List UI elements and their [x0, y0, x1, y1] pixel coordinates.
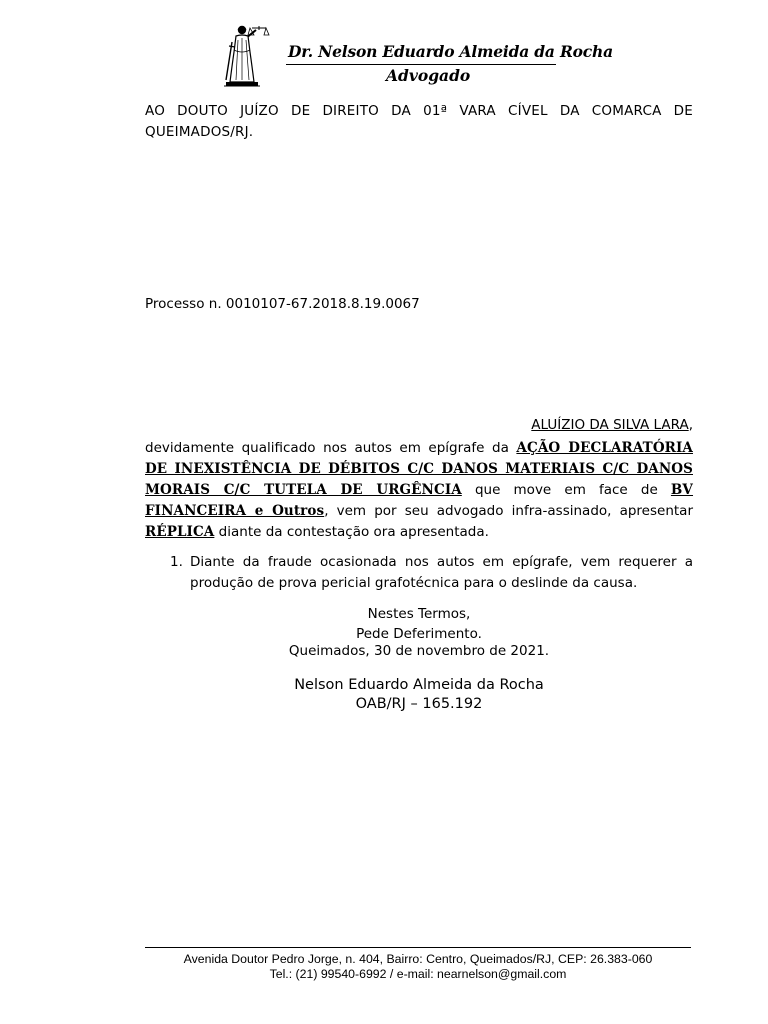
footer-address: Avenida Doutor Pedro Jorge, n. 404, Bairro: Centro, Queimados/RJ, CEP: 26.383-060 — [183, 952, 653, 966]
list-item — [170, 552, 693, 594]
letterhead-rule — [286, 64, 556, 65]
closing-line-1: Nestes Termos, — [367, 606, 471, 622]
party-name: ALUÍZIO DA SILVA LARA — [531, 417, 689, 433]
addressee: AO DOUTO JUÍZO DE DIREITO DA 01ª VARA CÍVEL DA COMARCA DE QUEIMADOS/RJ. — [145, 103, 693, 140]
footer-contact: Tel.: (21) 99540-6992 / e-mail: nearnelson@gmail.com — [269, 967, 567, 981]
paragraph-text-2: que move em face de — [461, 482, 671, 498]
party-trailing: , — [688, 417, 693, 433]
party-line — [531, 417, 693, 433]
place-date: Queimados, 30 de novembro de 2021. — [288, 643, 550, 659]
footer-rule — [145, 947, 691, 948]
signature-name: Nelson Eduardo Almeida da Rocha — [294, 677, 544, 693]
replica-label: RÉPLICA — [145, 524, 215, 540]
letterhead — [222, 22, 613, 92]
letterhead-name: Dr. Nelson Eduardo Almeida da Rocha — [288, 42, 613, 61]
action-title: AÇÃO DECLARATÓRIA DE INEXISTÊNCIA DE DÉBITOS C/C DANOS MATERIAIS C/C DANOS MORAIS C/C TUTELA DE URGÊNCIA — [145, 440, 693, 498]
list-item-text: Diante da fraude ocasionada nos autos em epígrafe, vem requerer a produção de prova pericial grafotécnica para o deslinde da causa. — [190, 554, 693, 591]
list-item-number: 1. — [170, 554, 183, 570]
closing-line-2: Pede Deferimento. — [356, 626, 482, 642]
defendant-name: BV FINANCEIRA e Outros — [145, 482, 694, 519]
signature-oab: OAB/RJ – 165.192 — [355, 696, 483, 712]
process-number: Processo n. 0010107-67.2018.8.19.0067 — [145, 296, 420, 312]
main-paragraph — [145, 438, 693, 543]
lady-justice-emblem-icon — [222, 22, 270, 88]
paragraph-text-1: devidamente qualificado nos autos em epígrafe da — [145, 440, 517, 456]
letterhead-title: Advogado — [386, 66, 471, 85]
request-list — [170, 552, 693, 594]
paragraph-text-4: diante da contestação ora apresentada. — [214, 524, 489, 540]
paragraph-text-3: , vem por seu advogado infra-assinado, apresentar — [324, 503, 693, 519]
